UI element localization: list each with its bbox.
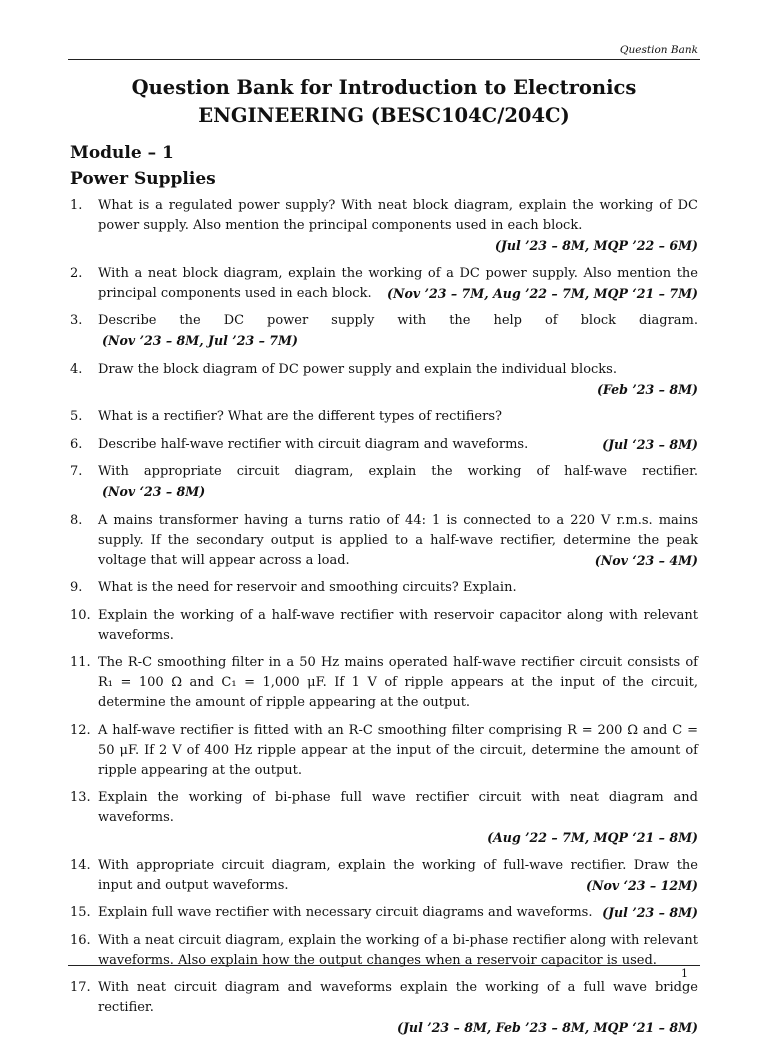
question-item (70, 435, 698, 455)
question-number: 10. (70, 607, 91, 623)
question-item (70, 788, 698, 848)
question-body (98, 788, 698, 848)
question-number: 2. (70, 265, 83, 281)
question-reference: (Jul ’23 – 8M) (602, 905, 698, 920)
question-reference: (Jul ’23 – 8M, MQP ’22 – 6M) (494, 238, 698, 253)
question-item (70, 653, 698, 713)
question-item (70, 264, 698, 304)
question-text: With appropriate circuit diagram, explain the working of full-wave rectifier. Draw the input and output waveforms. (98, 857, 698, 893)
question-body (98, 462, 698, 503)
question-number: 6. (70, 436, 83, 452)
title-line-2: ENGINEERING (BESC104C/204C) (198, 104, 570, 127)
question-item (70, 606, 698, 646)
question-number: 7. (70, 464, 83, 479)
question-reference: (Nov ‘23 – 4M) (594, 552, 698, 568)
question-body (98, 264, 698, 304)
question-item (70, 511, 698, 571)
question-reference: (Aug ’22 – 7M, MQP ‘21 – 8M) (487, 830, 698, 845)
question-body (98, 435, 698, 455)
question-item (70, 903, 698, 923)
question-item (70, 578, 698, 598)
question-reference: (Nov ’23 – 8M, Jul ’23 – 7M) (102, 333, 298, 348)
question-text: The R-C smoothing filter in a 50 Hz mains operated half-wave rectifier circuit consists of R₁ = 100 Ω and C₁ = 1,000 μF. If 1 V of ripple appears at the input of the circuit, determine the amount of ripple appearing at the output. (98, 655, 698, 710)
question-body (98, 606, 698, 646)
question-item (70, 721, 698, 781)
question-body (98, 311, 698, 352)
question-reference: (Jul ‘23 – 8M) (602, 436, 698, 452)
header-rule (68, 59, 700, 60)
question-body (98, 511, 698, 571)
question-item (70, 407, 698, 427)
question-reference: (Nov ‘23 – 12M) (586, 877, 698, 893)
question-body (98, 856, 698, 896)
document-title (0, 74, 768, 130)
question-body (98, 196, 698, 256)
question-body (98, 653, 698, 713)
question-body (98, 407, 698, 427)
question-number: 3. (70, 313, 83, 328)
question-number: 16. (70, 932, 91, 948)
question-text: With a neat block diagram, explain the working of a DC power supply. Also mention the principal components used in each block. (98, 265, 698, 301)
question-text: A half-wave rectifier is fitted with an R-C smoothing filter comprising R = 200 Ω and C = 50 μF. If 2 V of 400 Hz ripple appear at the input of the circuit, determine the amount of ripple appearing at the output. (98, 722, 698, 778)
question-number: 5. (70, 409, 83, 424)
question-item (70, 196, 698, 256)
title-line-1: Question Bank for Introduction to Electronics (131, 76, 637, 99)
question-item (70, 360, 698, 400)
question-list (70, 196, 698, 1046)
question-body (98, 578, 698, 598)
question-text: Describe the DC power supply with the help of block diagram. (98, 313, 698, 328)
question-text: What is a regulated power supply? With neat block diagram, explain the working of DC power supply. Also mention the principal components used in each block. (98, 198, 698, 233)
module-topic: Power Supplies (70, 169, 216, 189)
question-number: 11. (70, 655, 91, 670)
question-number: 13. (70, 790, 91, 805)
question-item (70, 462, 698, 503)
question-reference: (Jul ’23 – 8M, Feb ’23 – 8M, MQP ‘21 – 8M) (397, 1020, 698, 1035)
running-header: Question Bank (619, 44, 698, 56)
question-number: 1. (70, 198, 83, 213)
question-text: With neat circuit diagram and waveforms explain the working of a full wave bridge rectifier. (98, 980, 698, 1015)
module-heading (70, 140, 216, 192)
footer-rule (68, 965, 700, 966)
question-text: Draw the block diagram of DC power supply and explain the individual blocks. (98, 361, 617, 377)
question-number: 4. (70, 361, 83, 377)
page-number: 1 (681, 967, 688, 980)
question-reference: (Nov ’23 – 7M, Aug ’22 – 7M, MQP ‘21 – 7M) (387, 285, 698, 301)
question-reference: (Feb ’23 – 8M) (596, 381, 698, 397)
question-number: 9. (70, 580, 83, 595)
question-number: 12. (70, 722, 91, 738)
question-body (98, 721, 698, 781)
question-text: Describe half-wave rectifier with circuit diagram and waveforms. (98, 436, 529, 452)
question-text: A mains transformer having a turns ratio of 44: 1 is connected to a 220 V r.m.s. mains supply. If the secondary output is applied to a half-wave rectifier, determine the peak voltage that will appear across a load. (98, 512, 698, 568)
question-reference: (Nov ‘23 – 8M) (102, 484, 206, 499)
question-number: 14. (70, 857, 91, 873)
question-number: 8. (70, 512, 83, 528)
question-body (98, 978, 698, 1038)
question-text: Explain the working of bi-phase full wave rectifier circuit with neat diagram and waveforms. (98, 790, 698, 825)
question-text: Explain the working of a half-wave rectifier with reservoir capacitor along with relevant waveforms. (98, 607, 698, 643)
question-number: 17. (70, 980, 91, 995)
question-item (70, 311, 698, 352)
question-text: What is the need for reservoir and smoothing circuits? Explain. (98, 580, 517, 595)
question-body (98, 360, 698, 400)
module-number: Module – 1 (70, 143, 174, 163)
question-item (70, 856, 698, 896)
question-text: What is a rectifier? What are the different types of rectifiers? (98, 409, 502, 424)
question-text: Explain full wave rectifier with necessary circuit diagrams and waveforms. (98, 905, 593, 920)
question-text: With a neat circuit diagram, explain the working of a bi-phase rectifier along with relevant waveforms. Also explain how the output changes when a reservoir capacitor is used. (98, 932, 698, 968)
question-body (98, 903, 698, 923)
question-item (70, 978, 698, 1038)
question-number: 15. (70, 905, 91, 920)
question-text: With appropriate circuit diagram, explain the working of half-wave rectifier. (98, 464, 698, 479)
